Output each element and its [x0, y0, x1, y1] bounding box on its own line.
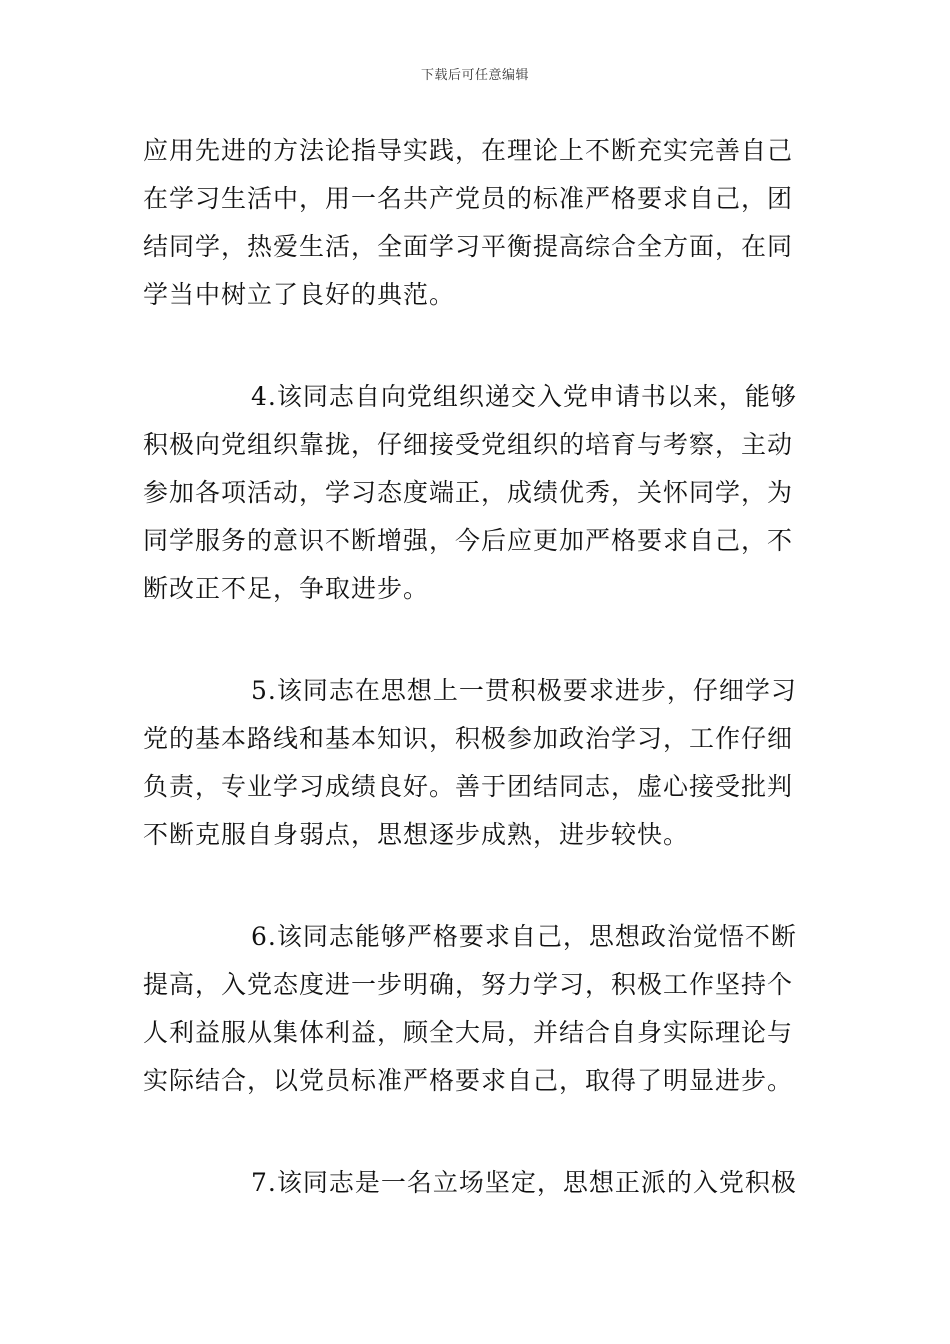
text-line: 同学服务的意识不断增强，今后应更加严格要求自己，不 — [143, 526, 794, 555]
text-line: 学当中树立了良好的典范。 — [143, 280, 456, 309]
text-line-first: 6.该同志能够严格要求自己，思想政治觉悟不断 — [251, 922, 797, 951]
text-line: 在学习生活中，用一名共产党员的标准严格要求自己，团 — [143, 184, 794, 213]
paragraph-continuation — [143, 127, 807, 319]
text-line: 人利益服从集体利益，顾全大局，并结合自身实际理论与 — [143, 1018, 794, 1047]
text-line-first: 4.该同志自向党组织递交入党申请书以来，能够 — [251, 382, 797, 411]
paragraph-item-7 — [143, 1159, 807, 1207]
text-line: 党的基本路线和基本知识，积极参加政治学习，工作仔细 — [143, 724, 794, 753]
text-line: 积极向党组织靠拢，仔细接受党组织的培育与考察，主动 — [143, 430, 794, 459]
text-line: 断改正不足，争取进步。 — [143, 574, 430, 603]
text-line: 结同学，热爱生活，全面学习平衡提高综合全方面，在同 — [143, 232, 794, 261]
text-line-first: 5.该同志在思想上一贯积极要求进步，仔细学习 — [251, 676, 797, 705]
text-line: 不断克服自身弱点，思想逐步成熟，进步较快。 — [143, 820, 690, 849]
text-line: 参加各项活动，学习态度端正，成绩优秀，关怀同学，为 — [143, 478, 794, 507]
text-line: 提高，入党态度进一步明确，努力学习，积极工作坚持个 — [143, 970, 794, 999]
paragraph-item-5 — [143, 667, 807, 859]
paragraph-item-6 — [143, 913, 807, 1105]
text-line: 应用先进的方法论指导实践，在理论上不断充实完善自己 — [143, 136, 794, 165]
paragraph-item-4 — [143, 373, 807, 613]
page-header: 下载后可任意编辑 — [420, 68, 529, 83]
text-line: 实际结合，以党员标准严格要求自己，取得了明显进步。 — [143, 1066, 794, 1095]
document-body — [143, 127, 807, 1207]
text-line: 负责，专业学习成绩良好。善于团结同志，虚心接受批判 — [143, 772, 794, 801]
text-line-first: 7.该同志是一名立场坚定，思想正派的入党积极 — [251, 1168, 797, 1197]
